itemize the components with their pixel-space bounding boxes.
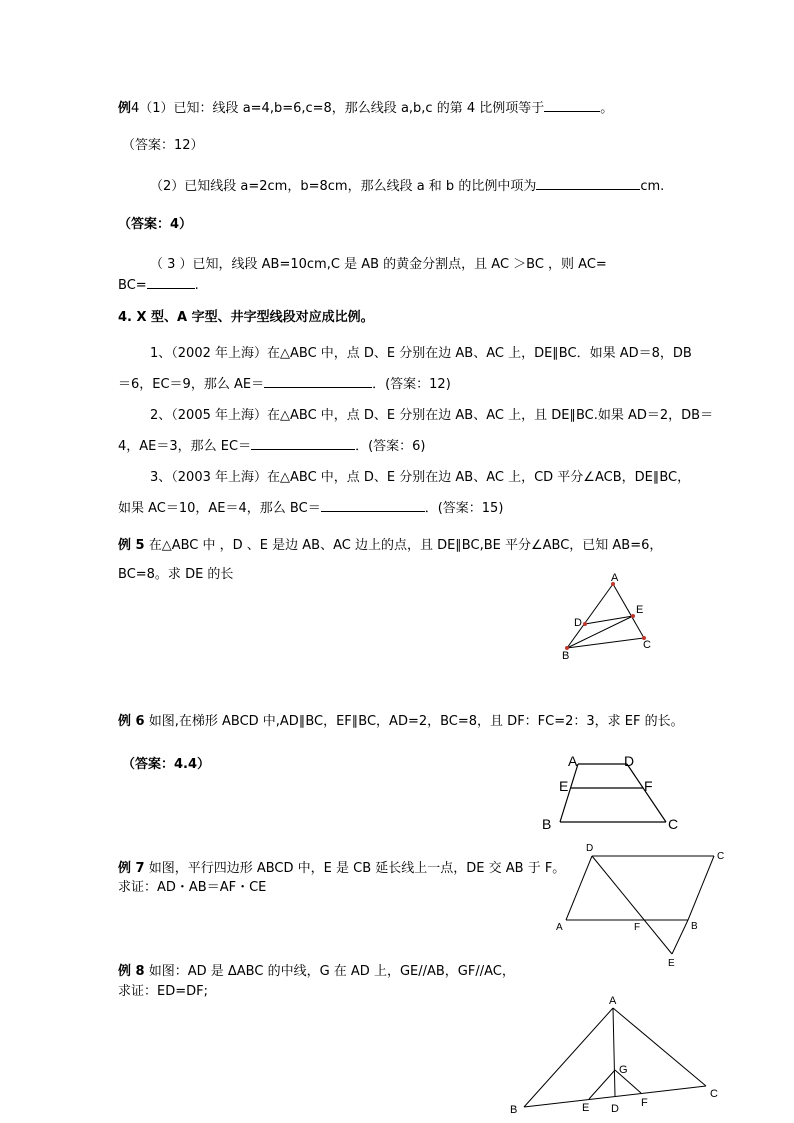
ex8-figure bbox=[500, 990, 740, 1120]
ex6-label-F: F bbox=[644, 778, 653, 794]
q2-line1: 2、（2005 年上海）在△ABC 中，点 D、E 分别在边 AB、AC 上，且 DE∥BC.如果 AD＝2，DB＝ bbox=[150, 408, 714, 423]
ex6-answer: （答案：4.4） bbox=[122, 757, 211, 772]
ex5-figure bbox=[550, 570, 660, 665]
q3-line1: 3、（2003 年上海）在△ABC 中，点 D、E 分别在边 AB、AC 上，CD 平分∠ACB，DE∥BC， bbox=[150, 470, 691, 485]
ex7-label-E: E bbox=[668, 958, 675, 969]
ex5-line2: BC=8。求 DE 的长 bbox=[118, 567, 234, 582]
ex4-part2: （2）已知线段 a=2cm，b=8cm，那么线段 a 和 b 的比例中项为 cm. bbox=[150, 179, 665, 194]
ex6-label-C: C bbox=[668, 816, 679, 832]
ex5-label-C: C bbox=[643, 639, 651, 651]
ex6-line: 例 6 如图,在梯形 ABCD 中,AD∥BC，EF∥BC，AD=2，BC=8，且 DF：FC=2：3，求 EF 的长。 bbox=[118, 714, 684, 729]
ex7-figure bbox=[550, 840, 730, 970]
ex8-line: 例 8 如图：AD 是 ΔABC 的中线，G 在 AD 上，GE//AB，GF//AC， bbox=[118, 964, 515, 979]
ex8-label-G: G bbox=[619, 1064, 628, 1076]
ex4-part3-line1: （ 3 ）已知，线段 AB=10cm,C 是 AB 的黄金分割点，且 AC ＞BC ，则 AC= bbox=[150, 257, 607, 272]
ex8-proof: 求证：ED=DF; bbox=[118, 984, 208, 999]
ex7-label-A: A bbox=[556, 922, 563, 933]
q2-blank[interactable] bbox=[251, 437, 355, 450]
ex5-label-B: B bbox=[562, 650, 570, 662]
ex8-label-C: C bbox=[710, 1088, 718, 1100]
ex4-part1-text: 4（1）已知：线段 a=4,b=6,c=8，那么线段 a,b,c 的第 4 比例项等于 bbox=[131, 101, 545, 116]
ex6-label-D: D bbox=[624, 753, 635, 769]
section4-heading: 4. X 型、A 字型、井字型线段对应成比例。 bbox=[118, 310, 374, 325]
ex4-part2-text: （2）已知线段 a=2cm，b=8cm，那么线段 a 和 b 的比例中项为 bbox=[150, 179, 537, 194]
ex7-label-C: C bbox=[717, 851, 725, 862]
q3-blank[interactable] bbox=[321, 499, 425, 512]
ex4-answer2: （答案：4） bbox=[118, 217, 193, 232]
ex7-proof: 求证：AD・AB＝AF・CE bbox=[118, 880, 267, 895]
ex4-blank1[interactable] bbox=[544, 99, 600, 112]
q1-line2: ＝6，EC＝9，那么 AE＝ ．(答案：12) bbox=[118, 377, 451, 392]
ex7-label-F: F bbox=[634, 922, 641, 933]
ex7-label-B: B bbox=[691, 921, 698, 932]
ex7-label: 例 7 bbox=[118, 861, 145, 876]
q1-line1: 1、（2002 年上海）在△ABC 中，点 D、E 分别在边 AB、AC 上，DE∥BC．如果 AD＝8，DB bbox=[150, 346, 692, 361]
ex6-label: 例 6 bbox=[118, 714, 145, 729]
ex4-blank2[interactable] bbox=[536, 177, 640, 190]
ex5-label-E: E bbox=[636, 604, 644, 616]
ex7-line: 例 7 如图，平行四边形 ABCD 中，E 是 CB 延长线上一点，DE 交 AB 于 F。 bbox=[118, 861, 566, 876]
ex4-label: 例 bbox=[118, 101, 132, 116]
q1-blank[interactable] bbox=[264, 375, 372, 388]
ex6-label-E: E bbox=[559, 778, 569, 794]
ex5-label-A: A bbox=[611, 572, 619, 584]
ex8-label-A: A bbox=[609, 995, 617, 1007]
ex7-label-D: D bbox=[586, 843, 594, 854]
ex8-label-F: F bbox=[641, 1097, 648, 1109]
q3-line2: 如果 AC＝10，AE＝4，那么 BC＝ ．(答案：15) bbox=[118, 501, 504, 516]
ex8-label: 例 8 bbox=[118, 964, 145, 979]
ex6-label-B: B bbox=[542, 816, 552, 832]
q2-line2: 4，AE＝3，那么 EC＝ ．(答案：6) bbox=[118, 439, 426, 454]
ex4-part1: 例4（1）已知：线段 a=4,b=6,c=8，那么线段 a,b,c 的第 4 比例项等于 。 bbox=[118, 101, 614, 116]
ex8-label-B: B bbox=[510, 1104, 518, 1116]
ex5-line1: 例 5 在△ABC 中 ，D 、E 是边 AB、AC 边上的点，且 DE∥BC,BE 平分∠ABC，已知 AB=6， bbox=[118, 538, 663, 553]
ex5-label: 例 5 bbox=[118, 538, 145, 553]
ex8-label-D: D bbox=[611, 1103, 619, 1115]
ex6-figure bbox=[540, 750, 690, 832]
ex6-label-A: A bbox=[568, 753, 578, 769]
ex8-label-E: E bbox=[582, 1102, 590, 1114]
ex4-answer1: （答案：12） bbox=[122, 138, 204, 153]
ex5-label-D: D bbox=[574, 617, 582, 629]
ex4-blank3[interactable] bbox=[147, 276, 195, 289]
ex4-part3-line2: BC= . bbox=[118, 278, 199, 293]
